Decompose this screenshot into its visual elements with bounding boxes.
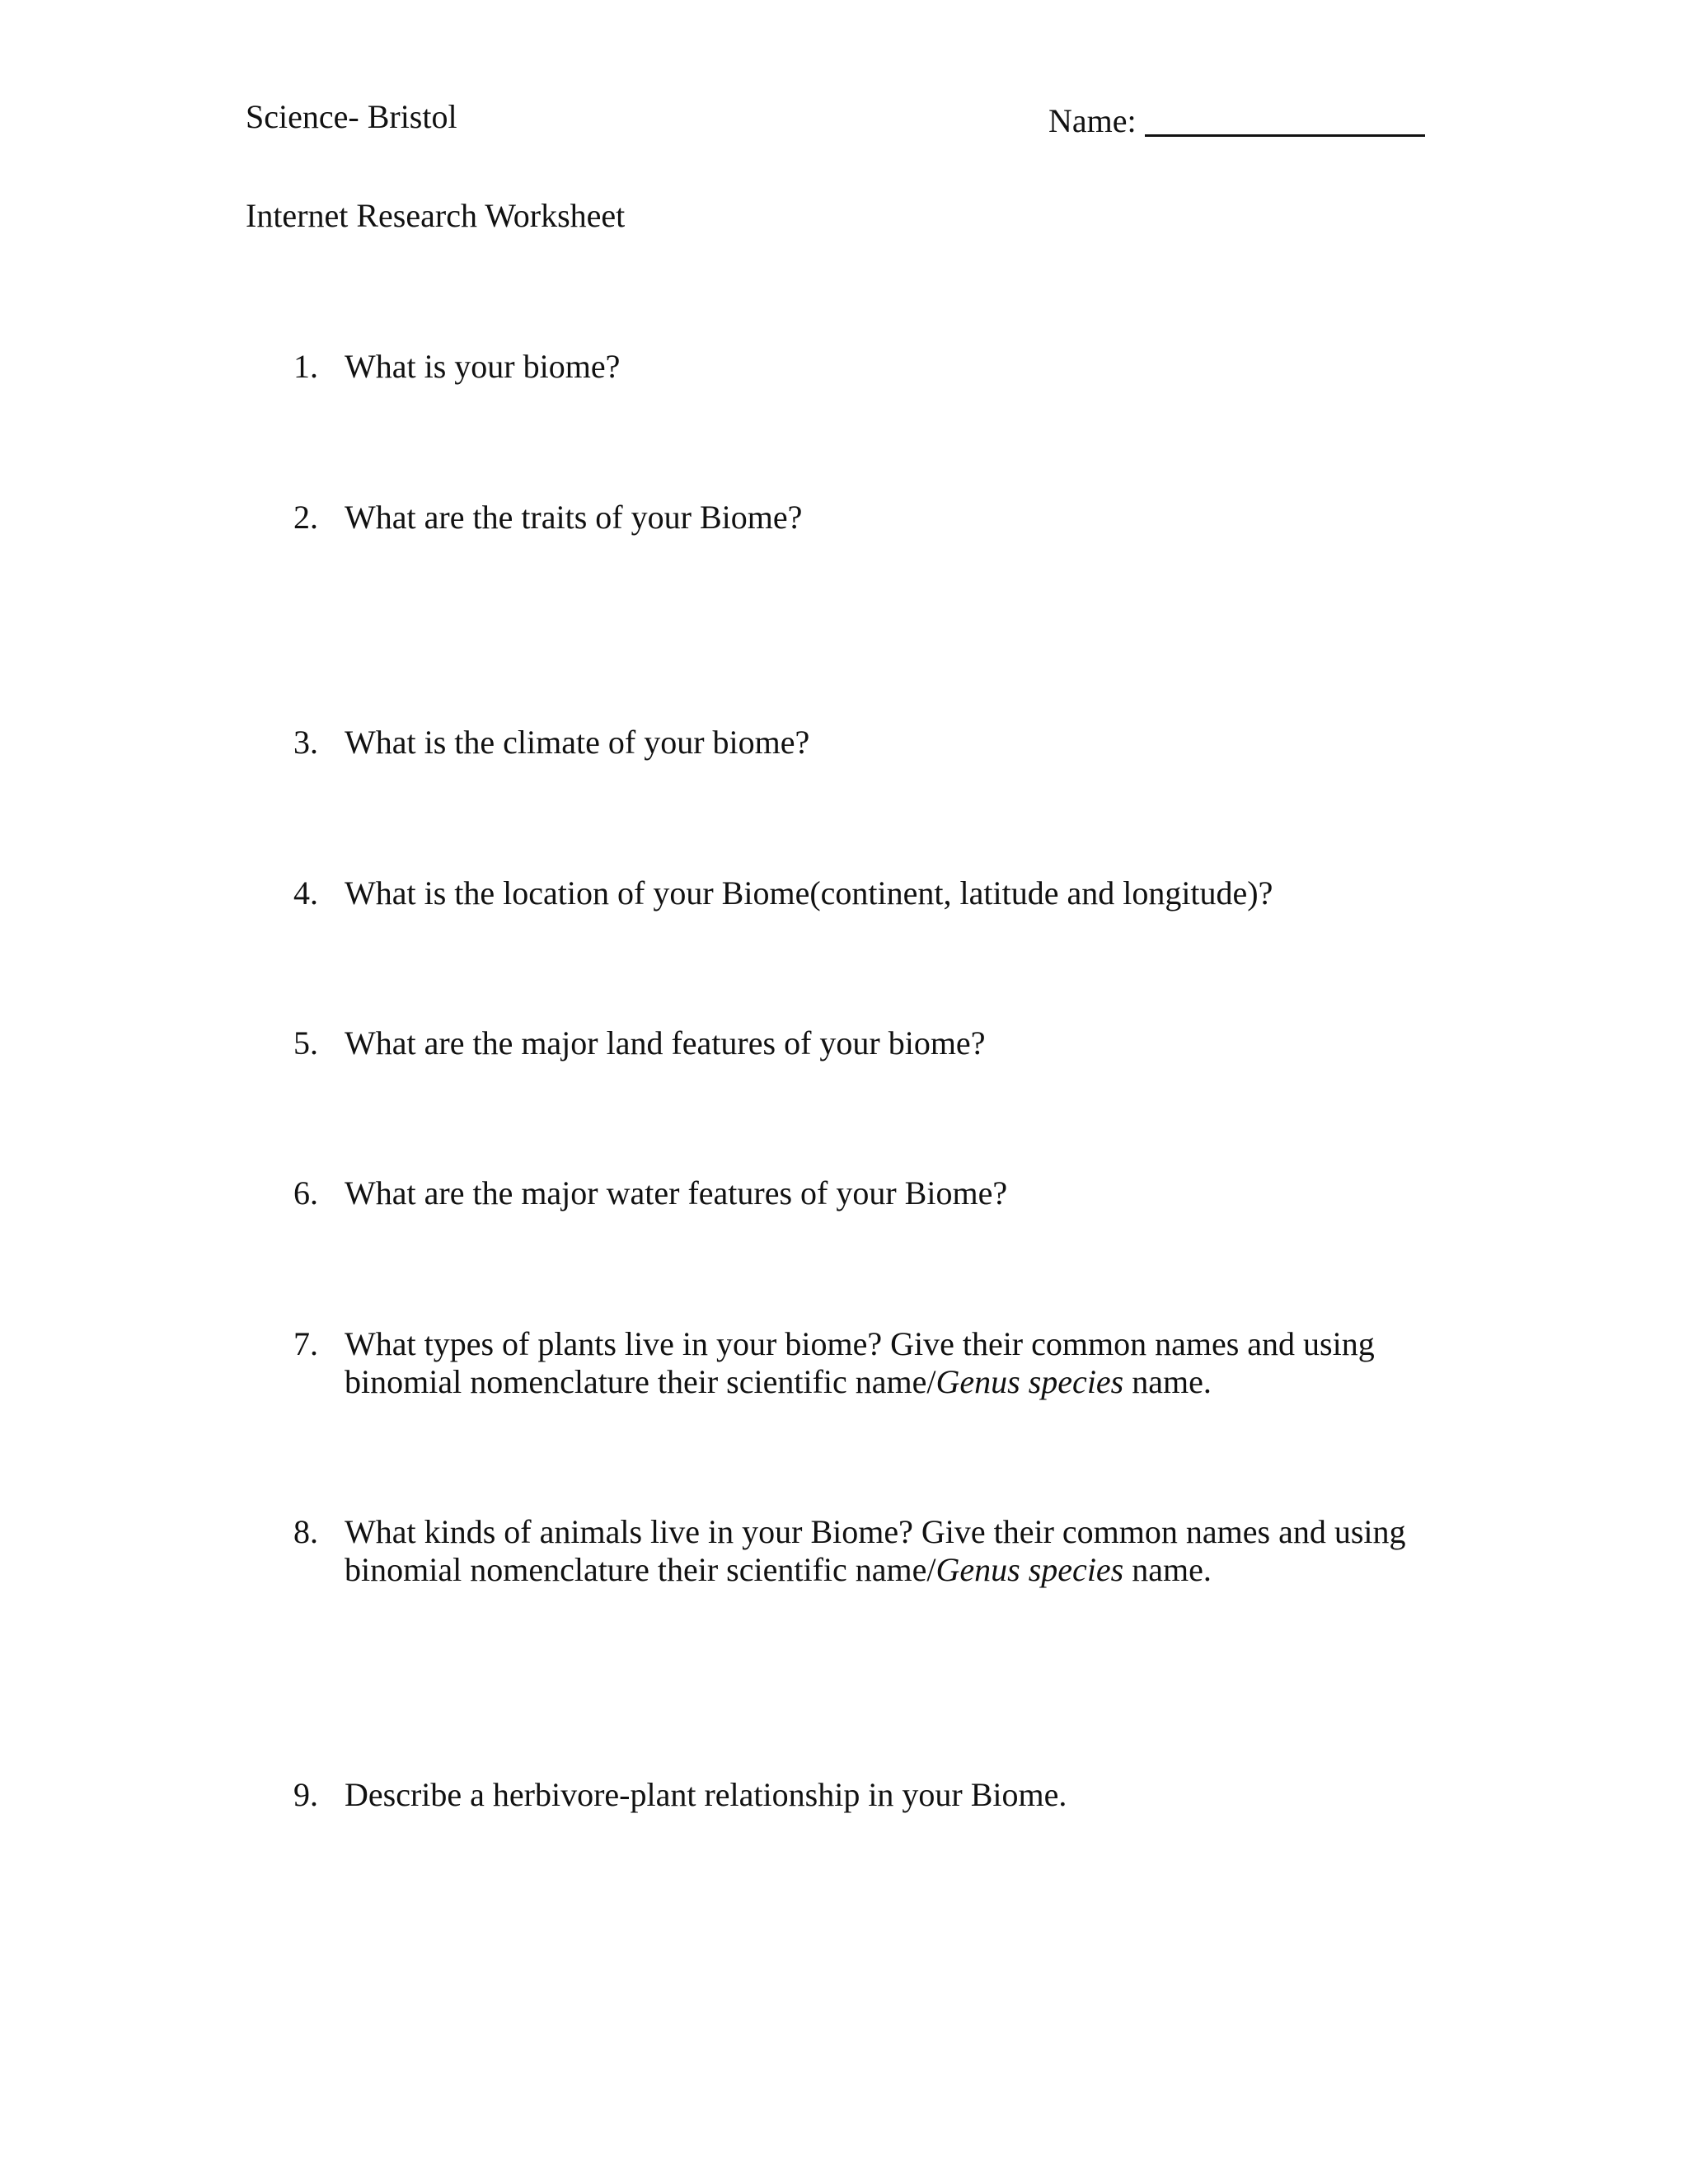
question-text-part: binomial nomenclature their scientific name/ [345, 1363, 936, 1400]
question-5 [293, 1024, 1489, 1062]
question-text: What types of plants live in your biome? Give their common names and using [345, 1325, 1375, 1362]
question-number: 9. [293, 1776, 318, 1813]
question-text: What is the climate of your biome? [345, 724, 810, 761]
name-field [1048, 98, 1425, 140]
question-text-part: name. [1123, 1363, 1212, 1400]
question-8 [293, 1513, 1489, 1589]
question-number: 3. [293, 724, 318, 761]
name-blank-line[interactable] [1145, 103, 1425, 137]
question-number: 4. [293, 874, 318, 912]
question-1 [293, 348, 1489, 386]
question-number: 2. [293, 499, 318, 536]
name-label: Name: [1048, 102, 1137, 139]
question-text-part: name. [1123, 1551, 1212, 1588]
question-text: Describe a herbivore-plant relationship in your Biome. [345, 1776, 1067, 1813]
question-7 [293, 1325, 1489, 1401]
course-title: Science- Bristol [246, 98, 457, 135]
question-text: What kinds of animals live in your Biome? Give their common names and using [345, 1513, 1406, 1550]
question-text: What are the major water features of your Biome? [345, 1174, 1008, 1212]
question-number: 6. [293, 1174, 318, 1212]
question-text: What is your biome? [345, 348, 621, 385]
genus-species-italic: Genus species [935, 1363, 1124, 1400]
worksheet-title: Internet Research Worksheet [246, 197, 626, 234]
question-text-continued [345, 1363, 1489, 1401]
question-number: 7. [293, 1325, 318, 1362]
question-number: 5. [293, 1024, 318, 1062]
question-9 [293, 1776, 1489, 1814]
question-text-continued [345, 1551, 1489, 1589]
question-number: 1. [293, 348, 318, 385]
question-text: What are the traits of your Biome? [345, 499, 803, 536]
question-4 [293, 874, 1489, 912]
question-3 [293, 724, 1489, 762]
question-number: 8. [293, 1513, 318, 1550]
question-6 [293, 1174, 1489, 1212]
question-text: What are the major land features of your biome? [345, 1024, 986, 1062]
question-2 [293, 499, 1489, 537]
question-text: What is the location of your Biome(continent, latitude and longitude)? [345, 874, 1273, 912]
genus-species-italic: Genus species [935, 1551, 1124, 1588]
question-text-part: binomial nomenclature their scientific name/ [345, 1551, 936, 1588]
